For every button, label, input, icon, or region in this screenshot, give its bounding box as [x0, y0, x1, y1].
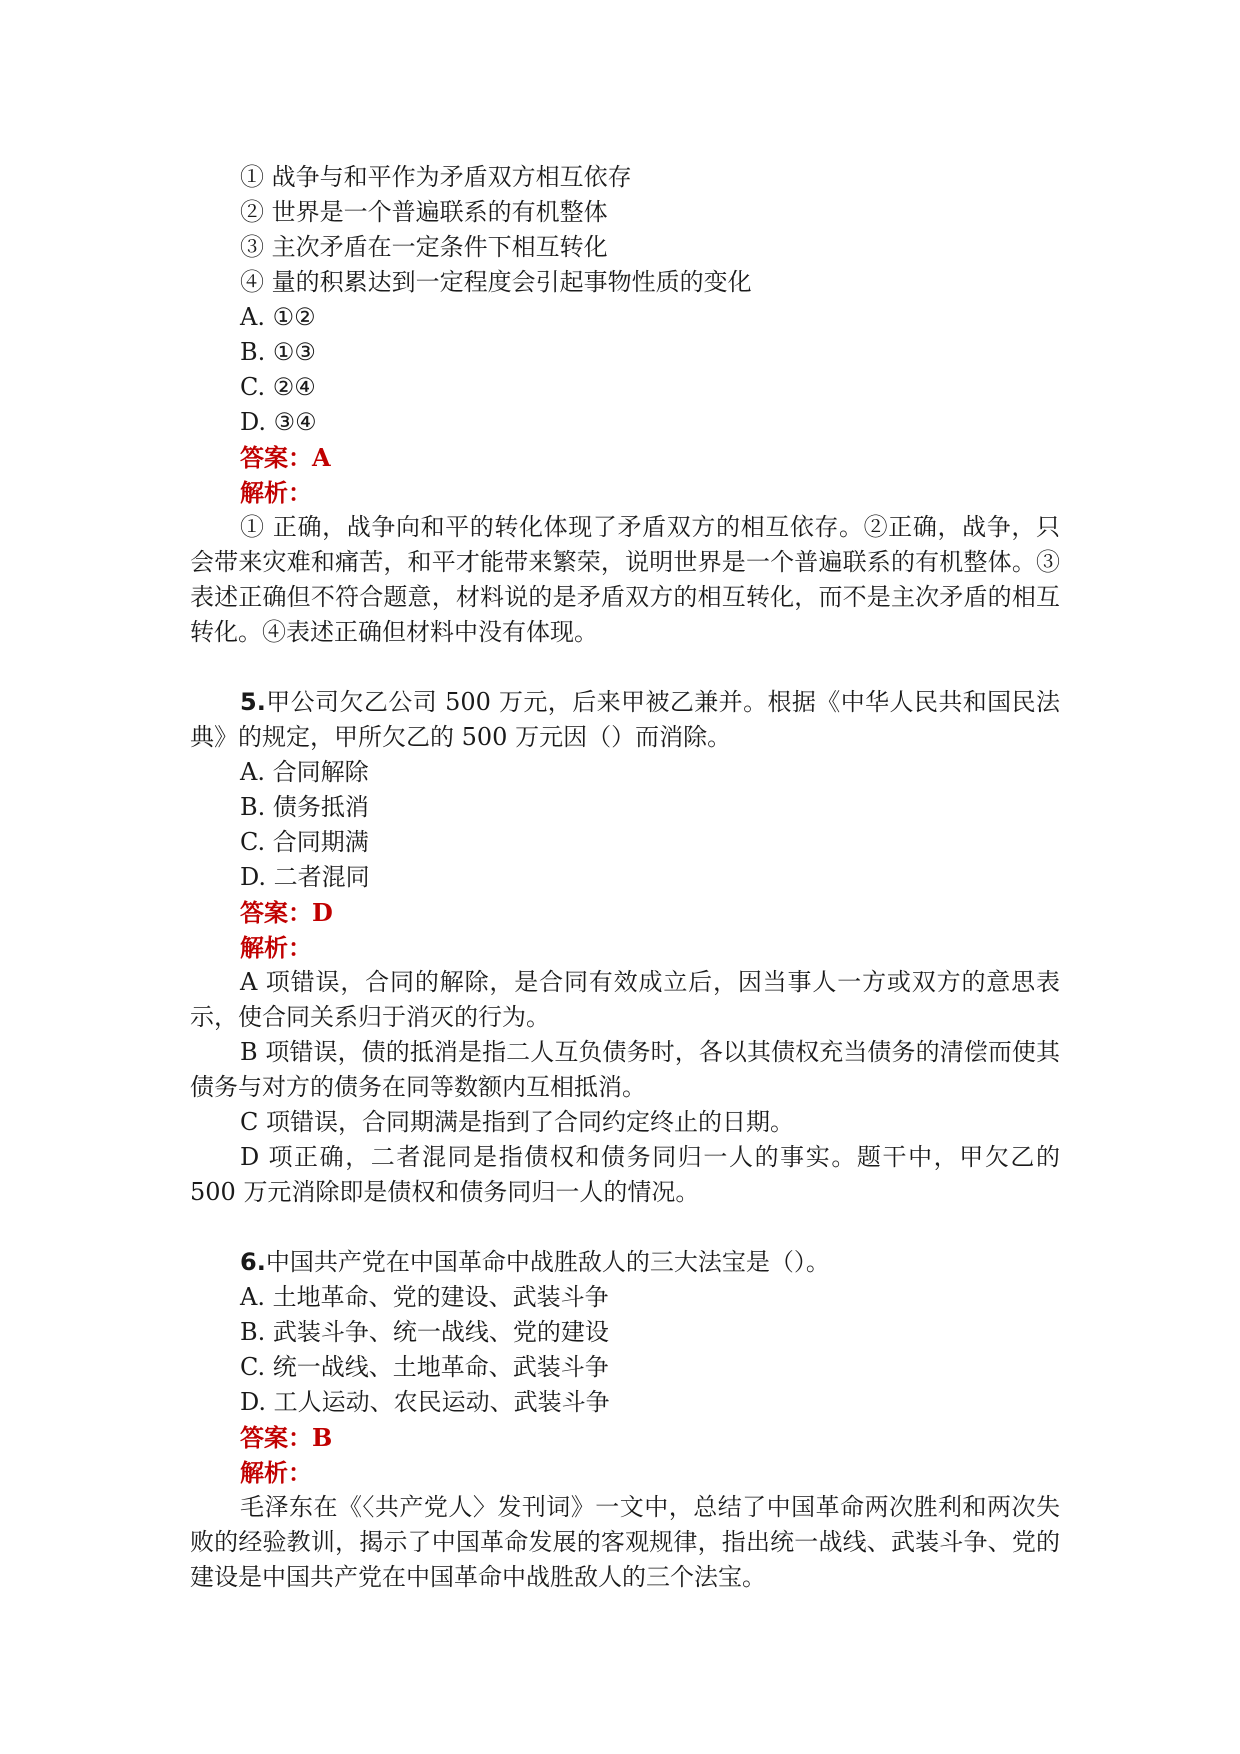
analysis-text-b: B 项错误，债的抵消是指二人互负债务时，各以其债权充当债务的清偿而使其债务与对方的债务在同等数额内互相抵消。: [190, 1038, 1060, 1101]
option-d: D. 二者混同: [240, 863, 370, 891]
option-d: D. ③④: [240, 408, 317, 436]
question-stem: [190, 1245, 1060, 1280]
analysis-text-a: A 项错误，合同的解除，是合同有效成立后，因当事人一方或双方的意思表示，使合同关系归于消灭的行为。: [190, 968, 1060, 1031]
analysis-label: 解析：: [240, 478, 312, 507]
statement-1: ① 战争与和平作为矛盾双方相互依存: [240, 163, 632, 191]
option-c: C. ②④: [240, 373, 316, 401]
option-c: C. 统一战线、土地革命、武装斗争: [240, 1353, 609, 1381]
question-number: 5.: [240, 688, 266, 716]
statement-2: ② 世界是一个普遍联系的有机整体: [240, 198, 608, 226]
option-a: A. 合同解除: [240, 758, 369, 786]
question-4: [190, 160, 1060, 650]
spacer: [190, 650, 1060, 685]
statement-3: ③ 主次矛盾在一定条件下相互转化: [240, 233, 608, 261]
analysis-label: 解析：: [240, 933, 312, 962]
analysis-text-c: C 项错误，合同期满是指到了合同约定终止的日期。: [240, 1108, 794, 1136]
option-a: A. ①②: [240, 303, 316, 331]
statement-4: ④ 量的积累达到一定程度会引起事物性质的变化: [240, 268, 752, 296]
answer: 答案：A: [240, 443, 331, 472]
question-stem-text: 中国共产党在中国革命中战胜敌人的三大法宝是（）。: [265, 1248, 830, 1276]
document-page: [190, 160, 1060, 1595]
option-b: B. 武装斗争、统一战线、党的建设: [240, 1318, 609, 1346]
option-d: D. 工人运动、农民运动、武装斗争: [240, 1388, 610, 1416]
option-b: B. ①③: [240, 338, 316, 366]
analysis-text: ① 正确，战争向和平的转化体现了矛盾双方的相互依存。②正确，战争，只会带来灾难和痛苦，和平才能带来繁荣，说明世界是一个普遍联系的有机整体。③表述正确但不符合题意，材料说的是矛盾双方的相互转化，而不是主次矛盾的相互转化。④表述正确但材料中没有体现。: [190, 513, 1060, 646]
option-c: C. 合同期满: [240, 828, 369, 856]
question-stem-text: 甲公司欠乙公司 500 万元，后来甲被乙兼并。根据《中华人民共和国民法典》的规定，甲所欠乙的 500 万元因（）而消除。: [190, 688, 1060, 751]
spacer: [190, 1210, 1060, 1245]
analysis-text-d: D 项正确，二者混同是指债权和债务同归一人的事实。题干中，甲欠乙的 500 万元消除即是债权和债务同归一人的情况。: [190, 1143, 1060, 1206]
question-number: 6.: [240, 1248, 266, 1276]
option-a: A. 土地革命、党的建设、武装斗争: [240, 1283, 609, 1311]
option-b: B. 债务抵消: [240, 793, 369, 821]
answer: 答案：D: [240, 898, 333, 927]
question-6: [190, 1245, 1060, 1595]
question-stem: [190, 685, 1060, 755]
question-5: [190, 685, 1060, 1210]
analysis-label: 解析：: [240, 1458, 312, 1487]
answer: 答案：B: [240, 1423, 333, 1452]
analysis-text: 毛泽东在《〈共产党人〉发刊词》一文中，总结了中国革命两次胜利和两次失败的经验教训，揭示了中国革命发展的客观规律，指出统一战线、武装斗争、党的建设是中国共产党在中国革命中战胜敌人的三个法宝。: [190, 1493, 1060, 1591]
